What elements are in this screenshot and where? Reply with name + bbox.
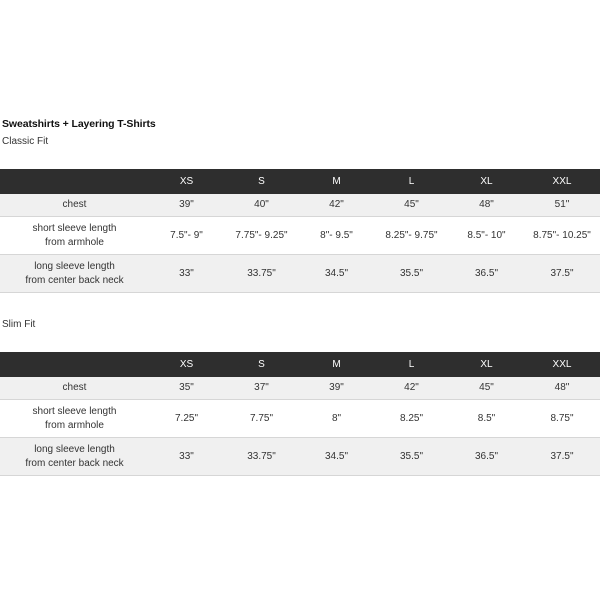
table-cell: 7.5"- 9" xyxy=(149,217,224,255)
table-cell: 33" xyxy=(149,255,224,293)
table-cell: 33" xyxy=(149,438,224,476)
page-title: Sweatshirts + Layering T-Shirts xyxy=(2,118,156,130)
table-cell: 42" xyxy=(374,377,449,400)
table-cell: 33.75" xyxy=(224,255,299,293)
table-cell: 8.25" xyxy=(374,400,449,438)
size-header-m: M xyxy=(299,169,374,194)
table-cell: 33.75" xyxy=(224,438,299,476)
table-cell: 35.5" xyxy=(374,255,449,293)
table-row-chest xyxy=(0,377,600,400)
table-cell: 8.75" xyxy=(524,400,600,438)
table-cell: 34.5" xyxy=(299,255,374,293)
table-cell: 8.25"- 9.75" xyxy=(374,217,449,255)
classic-fit-label: Classic Fit xyxy=(2,136,49,147)
table-cell: 37.5" xyxy=(524,438,600,476)
size-header-xxl: XXL xyxy=(524,352,600,377)
table-cell: 8.5" xyxy=(449,400,524,438)
size-header-m: M xyxy=(299,352,374,377)
table-cell: 8"- 9.5" xyxy=(299,217,374,255)
table-cell: 7.75"- 9.25" xyxy=(224,217,299,255)
row-label: short sleeve length from armhole xyxy=(0,400,149,438)
size-header-l: L xyxy=(374,169,449,194)
size-header-xxl: XXL xyxy=(524,169,600,194)
size-header-s: S xyxy=(224,169,299,194)
size-header-xl: XL xyxy=(449,169,524,194)
table-cell: 36.5" xyxy=(449,255,524,293)
table-cell: 8.75"- 10.25" xyxy=(524,217,600,255)
table-cell: 36.5" xyxy=(449,438,524,476)
table-cell: 45" xyxy=(449,377,524,400)
table-cell: 40" xyxy=(224,194,299,217)
row-label: chest xyxy=(0,377,149,400)
table-cell: 37.5" xyxy=(524,255,600,293)
classic-fit-size-table xyxy=(0,169,600,293)
header-label-cell xyxy=(0,352,149,377)
size-header-s: S xyxy=(224,352,299,377)
size-header-xl: XL xyxy=(449,352,524,377)
row-label: long sleeve length from center back neck xyxy=(0,255,149,293)
table-row-long-sleeve xyxy=(0,438,600,476)
row-label: chest xyxy=(0,194,149,217)
table-cell: 51" xyxy=(524,194,600,217)
table-cell: 34.5" xyxy=(299,438,374,476)
table-cell: 37" xyxy=(224,377,299,400)
table-cell: 7.75" xyxy=(224,400,299,438)
table-cell: 42" xyxy=(299,194,374,217)
table-cell: 39" xyxy=(149,194,224,217)
table-cell: 35.5" xyxy=(374,438,449,476)
table-cell: 48" xyxy=(449,194,524,217)
row-label: short sleeve length from armhole xyxy=(0,217,149,255)
table-row-short-sleeve xyxy=(0,217,600,255)
table-cell: 8.5"- 10" xyxy=(449,217,524,255)
slim-fit-label: Slim Fit xyxy=(2,319,36,330)
table-cell: 45" xyxy=(374,194,449,217)
table-row-long-sleeve xyxy=(0,255,600,293)
table-cell: 35" xyxy=(149,377,224,400)
table-cell: 8" xyxy=(299,400,374,438)
table-row-chest xyxy=(0,194,600,217)
table-cell: 7.25" xyxy=(149,400,224,438)
size-header-l: L xyxy=(374,352,449,377)
size-header-row xyxy=(0,352,600,377)
size-header-row xyxy=(0,169,600,194)
size-header-xs: XS xyxy=(149,352,224,377)
row-label: long sleeve length from center back neck xyxy=(0,438,149,476)
table-cell: 48" xyxy=(524,377,600,400)
header-label-cell xyxy=(0,169,149,194)
table-row-short-sleeve xyxy=(0,400,600,438)
slim-fit-size-table xyxy=(0,352,600,476)
table-cell: 39" xyxy=(299,377,374,400)
size-header-xs: XS xyxy=(149,169,224,194)
